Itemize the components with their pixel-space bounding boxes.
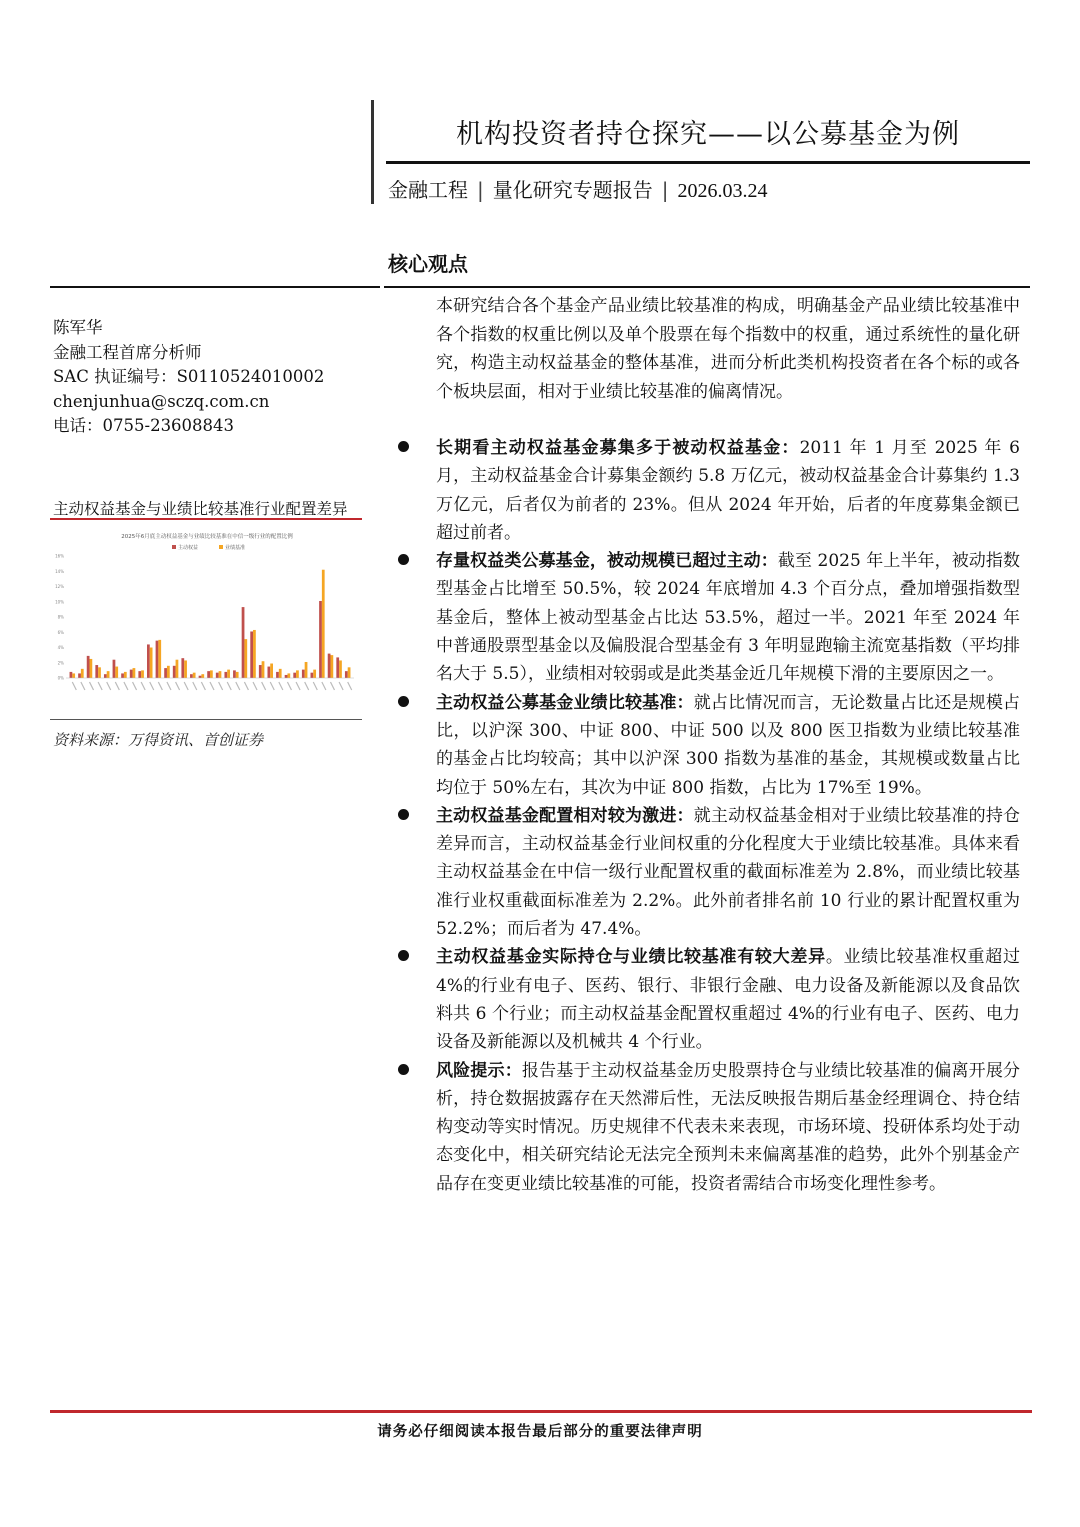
x-tick-label-mark	[201, 682, 205, 690]
bullet-lead: 长期看主动权益基金募集多于被动权益基金：	[436, 438, 800, 458]
bar-active-equity	[216, 673, 219, 678]
right-column-rule	[384, 286, 1030, 288]
legend-label-active: 主动权益	[178, 545, 199, 551]
x-tick-label-mark	[167, 682, 171, 690]
footer-disclaimer: 请务必仔细阅读本报告最后部分的重要法律声明	[377, 1423, 703, 1440]
bar-active-equity	[164, 668, 167, 678]
bar-benchmark	[133, 668, 136, 678]
header-vertical-rule	[371, 100, 374, 204]
y-tick-label: 12%	[55, 584, 64, 589]
x-tick-label-mark	[193, 682, 197, 690]
x-tick-label-mark	[158, 682, 162, 690]
bullet-icon	[398, 441, 409, 452]
author-role: 金融工程首席分析师	[53, 342, 202, 362]
bar-benchmark	[244, 639, 247, 678]
bar-active-equity	[345, 671, 348, 678]
bar-benchmark	[193, 673, 196, 678]
y-tick-label: 14%	[55, 568, 64, 574]
separator: |	[661, 178, 669, 202]
left-column-rule	[50, 286, 380, 288]
x-tick-label-mark	[313, 682, 317, 690]
x-tick-label-mark	[150, 682, 154, 690]
chart-caption: 主动权益基金与业绩比较基准行业配置差异	[53, 500, 348, 518]
list-item	[396, 689, 1020, 802]
x-tick-label-mark	[339, 682, 343, 690]
y-tick-label: 8%	[57, 614, 64, 620]
bullet-text: 就占比情况而言，无论数量占比还是规模占比，以沪深 300、中证 800、中证 500 以及 800 医卫指数为业绩比较基准的基金占比均较高；其中以沪深 300 指数为基准的基金，其规模或数量占比均位于 50%左右，其次为中证 800 指数，占比为 17%至 19%。	[436, 692, 1021, 798]
x-tick-label-mark	[81, 682, 85, 690]
list-item	[396, 547, 1020, 688]
x-tick-label-mark	[227, 682, 231, 690]
bullet-icon	[398, 809, 409, 820]
bullet-icon	[398, 950, 409, 961]
x-tick-label-mark	[107, 682, 111, 690]
x-tick-label-mark	[253, 682, 257, 690]
bar-benchmark	[348, 667, 351, 678]
x-tick-label-mark	[141, 682, 145, 690]
bullet-lead: 主动权益基金配置相对较为激进：	[436, 805, 694, 826]
bar-active-equity	[87, 656, 90, 678]
x-tick-label-mark	[210, 682, 214, 690]
intro-paragraph: 本研究结合各个基金产品业绩比较基准的构成，明确基金产品业绩比较基准中各个指数的权重比例以及单个股票在每个指数中的权重，通过系统性的量化研究，构造主动权益基金的整体基准，进而分析此类机构投资者在各个标的或各个板块层面，相对于业绩比较基准的偏离情况。	[436, 296, 1020, 402]
bar-benchmark	[141, 670, 144, 678]
bar-benchmark	[279, 669, 282, 678]
y-tick-label: 10%	[55, 599, 64, 605]
bar-benchmark	[184, 660, 187, 678]
chart-svg	[54, 526, 360, 712]
bar-active-equity	[242, 607, 245, 678]
bar-benchmark	[201, 674, 204, 678]
x-tick-label-mark	[133, 682, 137, 690]
bullet-lead: 风险提示：	[436, 1060, 522, 1081]
bullet-lead: 存量权益类公募基金，被动规模已超过主动：	[436, 551, 778, 572]
report-date: 2026.03.24	[677, 180, 768, 202]
report-subtitle	[388, 174, 768, 203]
y-tick-label: 4%	[57, 645, 64, 650]
report-title: 机构投资者持仓探究——以公募基金为例	[456, 119, 960, 150]
bar-active-equity	[319, 601, 322, 678]
bar-benchmark	[287, 673, 290, 678]
report-type-label: 量化研究专题报告	[492, 178, 653, 202]
bar-active-equity	[199, 676, 202, 678]
bar-active-equity	[78, 673, 81, 678]
bar-benchmark	[313, 670, 316, 678]
bullet-icon	[398, 554, 409, 565]
bar-benchmark	[253, 630, 256, 678]
chart-bottom-rule	[50, 719, 362, 720]
key-points-list	[396, 434, 1020, 1198]
bar-active-equity	[95, 665, 98, 678]
bullet-text: 。业绩比较基准权重超过 4%的行业有电子、医药、银行、非银行金融、电力设备及新能源以及食品饮料共 6 个行业；而主动权益基金配置权重超过 4%的行业有电子、医药、电力设备及新能源以及机械共 4 个行业。	[436, 947, 1020, 1053]
bullet-text: 截至 2025 年上半年，被动指数型基金占比增至 50.5%，较 2024 年底增加 4.3 个百分点，叠加增强指数型基金后，整体上被动型基金占比达 53.5%，超过一半。2021 年至 2024 年中普通股票型基金以及偏股混合型基金有 3 年明显跑输主流宽基指数（平均排名大于 5.5），业绩相对较弱或是此类基金近几年规模下滑的主要原因之一。	[436, 551, 1020, 685]
y-tick-label: 2%	[57, 660, 64, 666]
bar-benchmark	[296, 670, 299, 678]
bar-benchmark	[236, 672, 239, 678]
x-tick-label-mark	[279, 682, 283, 690]
bar-active-equity	[104, 674, 107, 678]
x-tick-label-mark	[262, 682, 266, 690]
bar-active-equity	[138, 671, 141, 678]
bullet-lead: 主动权益基金实际持仓与业绩比较基准有较大差异	[436, 947, 826, 968]
bar-active-equity	[70, 672, 73, 678]
category-label: 金融工程	[388, 178, 468, 202]
bar-benchmark	[219, 671, 222, 678]
bar-benchmark	[115, 667, 118, 678]
x-tick-label-mark	[244, 682, 248, 690]
bar-active-equity	[173, 666, 176, 678]
legend-label-benchmark: 业绩基准	[225, 545, 246, 551]
bar-active-equity	[156, 641, 159, 678]
chart-caption-rule	[50, 518, 362, 520]
legend-swatch-active	[172, 545, 176, 549]
x-tick-label-mark	[287, 682, 291, 690]
x-tick-label-mark	[98, 682, 102, 690]
bar-active-equity	[147, 644, 150, 678]
x-tick-label-mark	[115, 682, 119, 690]
bullet-lead: 主动权益公募基金业绩比较基准：	[436, 692, 694, 713]
bar-active-equity	[267, 667, 270, 678]
x-tick-label-mark	[219, 682, 223, 690]
list-item	[396, 434, 1020, 547]
x-tick-label-mark	[176, 682, 180, 690]
bar-active-equity	[293, 673, 296, 678]
x-tick-label-mark	[296, 682, 300, 690]
bar-benchmark	[72, 673, 75, 678]
author-sac: SAC 执证编号：S0110524010002	[53, 367, 325, 386]
x-tick-label-mark	[236, 682, 240, 690]
list-item	[396, 943, 1020, 1056]
bar-benchmark	[81, 669, 84, 678]
sidebar-chart	[54, 526, 360, 712]
bar-benchmark	[167, 666, 170, 678]
x-tick-label-mark	[184, 682, 188, 690]
bar-benchmark	[90, 659, 93, 678]
x-tick-label-mark	[270, 682, 274, 690]
bar-active-equity	[311, 673, 314, 678]
bar-benchmark	[322, 570, 325, 678]
chart-source: 资料来源：万得资讯、首创证券	[53, 731, 264, 749]
author-block	[53, 316, 324, 439]
bar-active-equity	[113, 660, 116, 678]
bar-active-equity	[233, 670, 236, 678]
bullet-text: 2011 年 1 月至 2025 年 6 月，主动权益基金合计募集金额约 5.8 万亿元，被动权益基金合计募集约 1.3 万亿元，后者仅为前者的 23%。但从 2024 年开始，后者的年度募集金额已超过前者。	[436, 438, 1020, 543]
footer-rule	[50, 1410, 1032, 1413]
bar-benchmark	[176, 660, 179, 678]
bar-active-equity	[207, 671, 210, 678]
bar-active-equity	[190, 674, 193, 678]
bullet-icon	[398, 696, 409, 707]
bar-benchmark	[262, 661, 265, 678]
bar-benchmark	[210, 670, 213, 678]
bar-benchmark	[330, 655, 333, 678]
author-email[interactable]: chenjunhua@sczq.com.cn	[53, 391, 270, 411]
author-phone: 电话：0755-23608843	[53, 416, 235, 435]
bar-benchmark	[124, 672, 127, 678]
x-tick-label-mark	[322, 682, 326, 690]
list-item	[396, 802, 1020, 943]
bar-benchmark	[270, 664, 273, 678]
y-tick-label: 6%	[57, 629, 64, 635]
bar-benchmark	[339, 660, 342, 678]
bar-active-equity	[276, 672, 279, 678]
bar-benchmark	[305, 662, 308, 678]
bar-active-equity	[181, 658, 184, 678]
separator: |	[477, 178, 484, 202]
title-underline	[386, 161, 1030, 164]
bar-active-equity	[285, 675, 288, 678]
x-tick-label-mark	[90, 682, 94, 690]
bar-benchmark	[98, 667, 101, 678]
bar-benchmark	[107, 671, 110, 678]
bar-benchmark	[158, 640, 161, 678]
bar-active-equity	[328, 654, 331, 678]
y-tick-label: 16%	[55, 553, 64, 559]
section-title: 核心观点	[388, 252, 468, 276]
author-name: 陈军华	[53, 318, 103, 337]
bar-active-equity	[302, 670, 305, 678]
x-tick-label-mark	[330, 682, 334, 690]
bar-active-equity	[121, 673, 124, 678]
list-item	[396, 1057, 1020, 1198]
bar-active-equity	[336, 657, 339, 678]
bar-active-equity	[259, 665, 262, 678]
bullet-text: 报告基于主动权益基金历史股票持仓与业绩比较基准的偏离开展分析，持仓数据披露存在天然滞后性，无法反映报告期后基金经理调仓、持仓结构变动等实时情况。历史规律不代表未来表现，市场环境、投研体系均处于动态变化中，相关研究结论无法完全预判未来偏离基准的趋势，此外个别基金产品存在变更业绩比较基准的可能，投资者需结合市场变化理性参考。	[436, 1060, 1021, 1194]
bar-active-equity	[224, 672, 227, 678]
x-tick-label-mark	[348, 682, 352, 690]
bar-active-equity	[130, 670, 133, 678]
x-tick-label-mark	[124, 682, 128, 690]
bullet-icon	[398, 1064, 409, 1075]
y-tick-label: 0%	[57, 675, 64, 681]
x-tick-label-mark	[72, 682, 76, 690]
bullet-text: 就主动权益基金相对于业绩比较基准的持仓差异而言，主动权益基金行业间权重的分化程度大于业绩比较基准。具体来看主动权益基金在中信一级行业配置权重的截面标准差为 2.8%，而业绩比较基准行业权重截面标准差为 2.2%。此外前者排名前 10 行业的累计配置权重为 52.2%；而后者为 47.4%。	[436, 805, 1021, 940]
legend-swatch-benchmark	[219, 545, 223, 549]
bar-active-equity	[250, 631, 253, 678]
bar-benchmark	[150, 648, 153, 679]
bar-benchmark	[227, 670, 230, 678]
x-tick-label-mark	[305, 682, 309, 690]
chart-title: 2025年6月底主动权益基金与业绩比较基准在中信一级行业的配置比例	[121, 534, 293, 540]
